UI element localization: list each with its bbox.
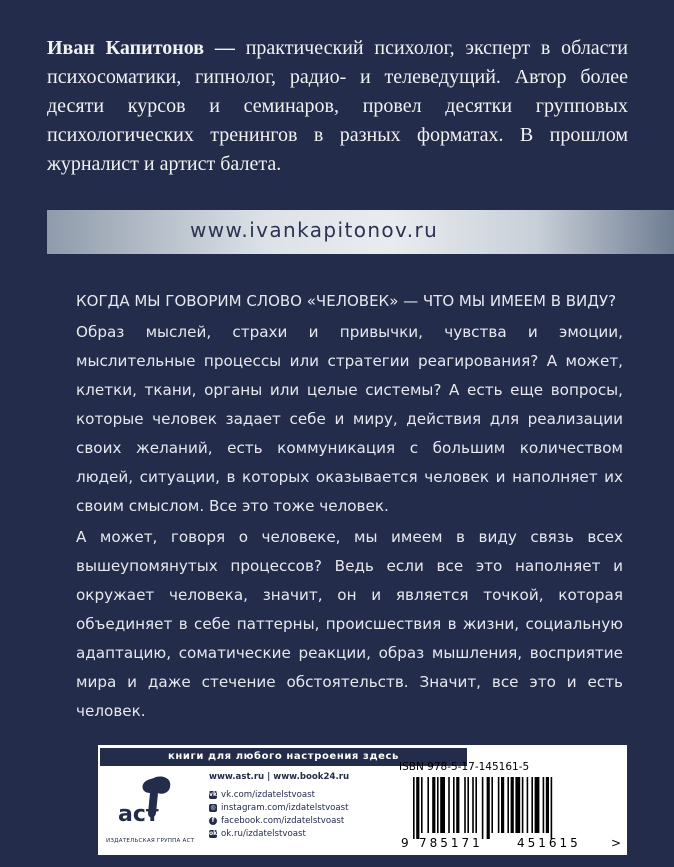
author-bio bbox=[47, 34, 628, 179]
social-link-text: facebook.com/izdatelstvoast bbox=[221, 815, 345, 826]
barcode-bar bbox=[456, 777, 459, 833]
author-bio-text: практический психолог, эксперт в области психосоматики, гипнолог, радио- и телеведущий. Автор более десяти курсов и семинаров, провел десятки групповых психологических тренингов в разных форматах. В прошлом журналист и артист балета. bbox=[47, 37, 628, 175]
logo-text: аст bbox=[118, 802, 159, 827]
barcode-bar bbox=[416, 777, 419, 839]
barcode bbox=[399, 775, 623, 851]
publisher-panel bbox=[98, 745, 627, 855]
barcode-bar bbox=[531, 777, 533, 833]
social-link-text: instagram.com/izdatelstvoast bbox=[221, 802, 349, 813]
social-link[interactable] bbox=[209, 801, 399, 814]
barcode-bar bbox=[551, 777, 553, 839]
vk-icon: vk bbox=[209, 790, 217, 798]
book-blurb bbox=[76, 287, 623, 726]
barcode-bar bbox=[413, 777, 415, 839]
publisher-sites[interactable]: www.ast.ru | www.book24.ru bbox=[209, 772, 350, 782]
author-name: Иван Капитонов — bbox=[47, 37, 235, 59]
barcode-bar bbox=[498, 777, 500, 833]
odnoklassniki-icon: ok bbox=[209, 829, 218, 837]
blurb-paragraph: А может, говоря о человеке, мы имеем в виду связь всех вышеупомянутых процессов? Ведь если все это наполняет и окружает человека, значит, он и является точкой, которая объединяет в себе паттерны, происшествия в жизни, социальную адаптацию, соматические реакции, образ мышления, восприятие мира и даже стечение обстоятельств. Значит, все это и есть человек. bbox=[76, 528, 623, 720]
barcode-bar bbox=[475, 777, 477, 833]
barcode-bar bbox=[482, 777, 484, 839]
barcode-bar bbox=[515, 777, 520, 833]
social-link[interactable] bbox=[209, 788, 399, 801]
barcode-bar bbox=[440, 777, 445, 833]
social-link[interactable] bbox=[209, 827, 399, 840]
barcode-bar bbox=[527, 777, 529, 833]
isbn-text: ISBN 978-5-17-145161-5 bbox=[399, 761, 530, 773]
barcode-bar bbox=[511, 777, 514, 833]
barcode-bar bbox=[464, 777, 466, 833]
website-band bbox=[47, 210, 674, 254]
barcode-bar bbox=[427, 777, 429, 833]
barcode-bar bbox=[421, 777, 423, 833]
publisher-links bbox=[209, 772, 399, 840]
barcode-bar bbox=[501, 777, 504, 833]
facebook-icon: f bbox=[209, 817, 217, 825]
blurb-heading: КОГДА МЫ ГОВОРИМ СЛОВО «ЧЕЛОВЕК» — ЧТО МЫ ИМЕЕМ В ВИДУ? bbox=[76, 292, 617, 310]
barcode-bar bbox=[437, 777, 439, 833]
publisher-caption: ИЗДАТЕЛЬСКАЯ ГРУППА АСТ bbox=[106, 838, 195, 844]
publisher-tagline: книги для любого настроения здесь bbox=[100, 748, 467, 766]
social-link[interactable] bbox=[209, 814, 399, 827]
barcode-bars bbox=[413, 777, 552, 839]
barcode-bar bbox=[535, 777, 540, 833]
website-url[interactable]: www.ivankapitonov.ru bbox=[190, 218, 439, 242]
barcode-first-digit: 9 bbox=[401, 836, 409, 850]
barcode-bar bbox=[546, 777, 549, 833]
barcode-bar bbox=[507, 777, 509, 833]
social-link-text: ok.ru/izdatelstvoast bbox=[221, 828, 306, 839]
barcode-bar bbox=[448, 777, 450, 833]
blurb-paragraph: Образ мыслей, страхи и привычки, чувства и эмоции, мыслительные процессы или стратегии реагирования? А может, клетки, ткани, органы или целые системы? А есть еще вопросы, которые человек задает себе и миру, действия для реализации своих желаний, есть коммуникация с большим количеством людей, ситуации, в которых оказывается человек и наполняет их своим смыслом. Все это тоже человек. bbox=[76, 323, 623, 515]
barcode-bar bbox=[467, 777, 469, 833]
barcode-bar bbox=[522, 777, 524, 833]
barcode-bar bbox=[432, 777, 435, 833]
barcode-right-digits: 451615 bbox=[517, 836, 581, 850]
barcode-bar bbox=[453, 777, 455, 833]
barcode-bar bbox=[472, 777, 474, 833]
barcode-bar bbox=[491, 777, 493, 833]
barcode-left-digits: 785171 bbox=[419, 836, 483, 850]
barcode-bar bbox=[543, 777, 545, 833]
social-link-text: vk.com/izdatelstvoast bbox=[221, 789, 316, 800]
barcode-quiet-mark: > bbox=[611, 836, 622, 850]
ast-logo-icon bbox=[112, 773, 180, 835]
barcode-bar bbox=[487, 777, 490, 839]
instagram-icon: ◎ bbox=[210, 803, 216, 811]
